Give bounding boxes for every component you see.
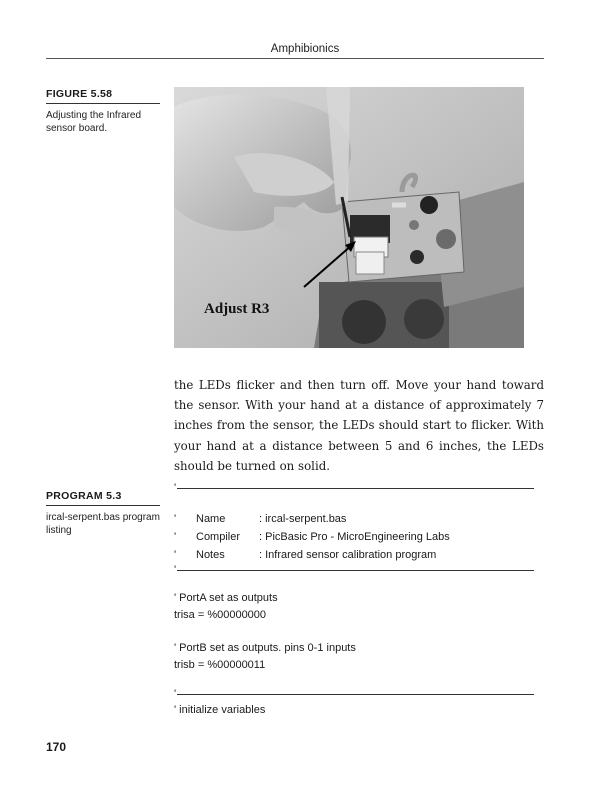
code-header-row: ' Name : ircal-serpent.bas xyxy=(174,513,347,525)
code-rule-top xyxy=(174,484,534,496)
running-header: Amphibionics xyxy=(270,43,340,55)
code-line: ' initialize variables xyxy=(174,704,266,716)
figure-label-block xyxy=(46,88,160,135)
code-rule-section: ' xyxy=(174,690,534,702)
program-caption: ircal-serpent.bas program listing xyxy=(46,512,160,536)
rule-tick: ' xyxy=(174,482,177,494)
code-line: ' PortB set as outputs. pins 0-1 inputs xyxy=(174,642,356,654)
code-header-row: ' Notes : Infrared sensor calibration program xyxy=(174,549,437,561)
code-line: trisb = %00000011 xyxy=(174,659,266,671)
program-listing-body xyxy=(174,590,534,719)
code-line: trisa = %00000000 xyxy=(174,609,267,621)
program-label-block xyxy=(46,490,160,537)
figure-label: FIGURE 5.58 xyxy=(46,88,160,104)
photo-illustration xyxy=(174,87,524,348)
code-header-row: ' Compiler : PicBasic Pro - MicroEngineering Labs xyxy=(174,531,450,543)
figure-caption: Adjusting the Infrared sensor board. xyxy=(46,110,142,134)
body-paragraph: the LEDs flicker and then turn off. Move your hand toward the sensor. With your hand at a distance of approximately 7 inches from the sensor, the LEDs should start to flicker. With your hand at a distance between 5 and 6 inches, the LEDs should be turned on solid. xyxy=(174,378,544,473)
program-label: PROGRAM 5.3 xyxy=(46,490,160,506)
figure-photo xyxy=(174,87,524,348)
program-listing-header xyxy=(174,484,534,578)
page-number: 170 xyxy=(46,740,67,754)
code-rule-bottom: ' xyxy=(174,566,534,578)
photo-annotation: Adjust R3 xyxy=(204,301,270,317)
code-line: ' PortA set as outputs xyxy=(174,592,278,604)
header-rule xyxy=(46,58,544,59)
